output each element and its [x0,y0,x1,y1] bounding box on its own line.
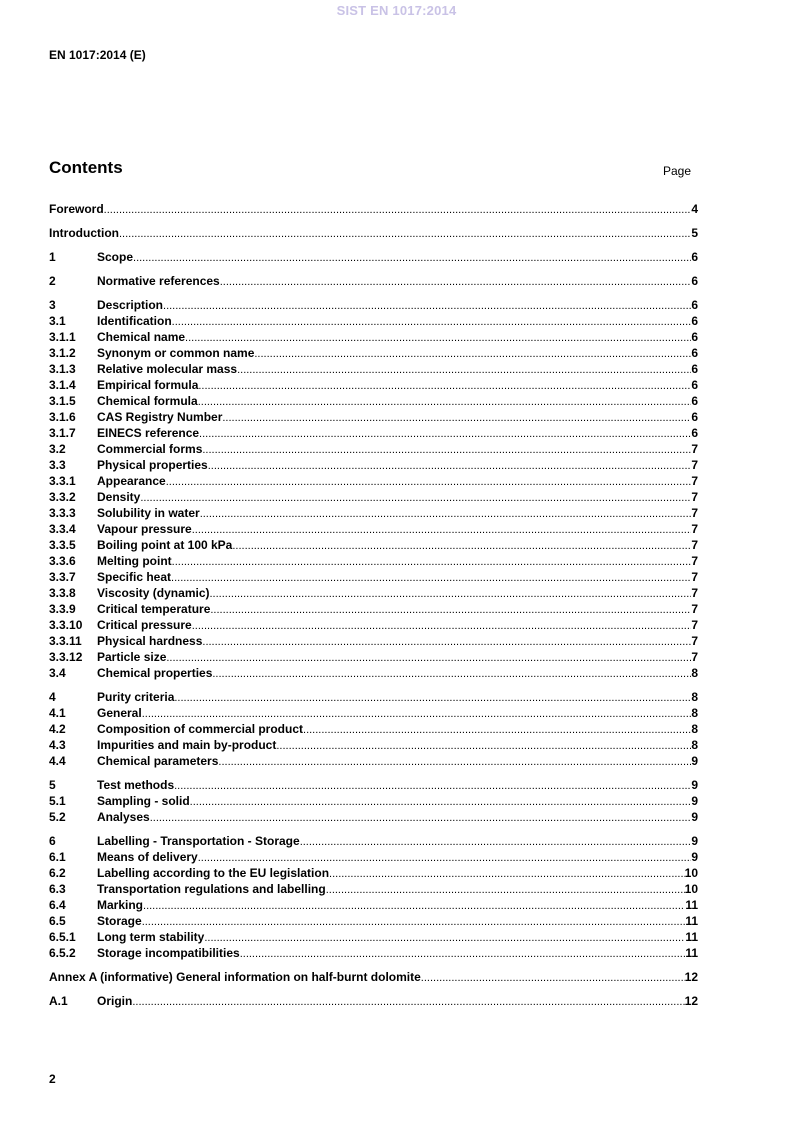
toc-entry[interactable] [49,274,698,290]
toc-entry-title: Description [97,298,164,312]
toc-entry-title: Commercial forms [97,442,203,456]
toc-entry[interactable] [49,946,698,962]
toc-entry[interactable] [49,930,698,946]
toc-entry[interactable] [49,554,698,570]
toc-dot-leader [133,252,691,264]
toc-entry-title: Storage [97,914,142,928]
toc-entry-number: 4.4 [49,754,66,768]
toc-dot-leader [199,428,691,440]
toc-entry-number: 3.3.11 [49,634,82,648]
toc-dot-leader [303,724,691,736]
toc-entry-page: 6 [691,274,698,288]
toc-dot-leader [104,204,692,216]
toc-entry-page: 7 [691,490,698,504]
toc-entry[interactable] [49,994,698,1010]
toc-entry-page: 12 [684,970,698,984]
toc-entry-page: 6 [691,394,698,408]
toc-dot-leader [140,492,691,504]
toc-entry-title: Scope [97,250,134,264]
watermark: SIST EN 1017:2014 [336,3,457,18]
toc-entry[interactable] [49,250,698,266]
toc-entry-number: 6.5 [49,914,66,928]
toc-dot-leader [172,556,692,568]
toc-entry-page: 9 [691,850,698,864]
toc-entry[interactable] [49,314,698,330]
toc-entry-page: 7 [691,570,698,584]
toc-entry-title: Chemical properties [97,666,213,680]
toc-entry-title: Solubility in water [97,506,200,520]
toc-entry[interactable] [49,690,698,706]
toc-entry-title: Chemical name [97,330,186,344]
toc-dot-leader [202,636,691,648]
toc-entry[interactable] [49,570,698,586]
toc-entry[interactable] [49,410,698,426]
toc-entry-number: 3.3.6 [49,554,76,568]
toc-entry-number: 3.3.3 [49,506,76,520]
toc-entry-page: 7 [691,650,698,664]
toc-entry-page: 7 [691,442,698,456]
toc-dot-leader [276,740,691,752]
toc-entry-number: 4.1 [49,706,66,720]
toc-entry[interactable] [49,538,698,554]
toc-entry-page: 7 [691,538,698,552]
toc-entry[interactable] [49,834,698,850]
toc-entry-number: 3.3.1 [49,474,76,488]
toc-entry[interactable] [49,666,698,682]
toc-entry-number: 3.2 [49,442,66,456]
toc-dot-leader [220,276,692,288]
toc-entry-title: Critical temperature [97,602,211,616]
toc-entry[interactable] [49,778,698,794]
toc-entry[interactable] [49,394,698,410]
toc-dot-leader [204,932,685,944]
toc-entry-page: 6 [691,314,698,328]
toc-entry-number: 6.5.2 [49,946,76,960]
toc-entry-number: 3.1.5 [49,394,76,408]
toc-dot-leader [210,588,692,600]
toc-entry-number: 3.1.7 [49,426,76,440]
toc-entry-page: 10 [684,866,698,880]
toc-dot-leader [212,668,691,680]
toc-entry-number: 3.3.12 [49,650,83,664]
toc-entry[interactable] [49,810,698,826]
toc-entry-title: Composition of commercial product [97,722,304,736]
toc-entry-page: 4 [691,202,698,216]
toc-entry[interactable] [49,522,698,538]
toc-entry-page: 7 [691,586,698,600]
toc-dot-leader [218,756,691,768]
toc-entry-page: 7 [691,634,698,648]
toc-entry-number: 5 [49,778,56,792]
toc-entry[interactable] [49,914,698,930]
toc-entry-page: 11 [685,930,698,944]
table-of-contents [49,202,698,1010]
toc-entry-page: 7 [691,522,698,536]
toc-entry[interactable] [49,706,698,722]
toc-entry-title: Test methods [97,778,175,792]
toc-dot-leader [132,996,684,1008]
toc-dot-leader [198,380,691,392]
toc-entry-number: 3.1.2 [49,346,76,360]
toc-entry-title: Labelling - Transportation - Storage [97,834,300,848]
toc-entry[interactable] [49,618,698,634]
toc-entry-number: 5.1 [49,794,66,808]
toc-entry-title: Long term stability [97,930,205,944]
toc-entry-number: 6.3 [49,882,66,896]
toc-entry-title: Particle size [97,650,167,664]
toc-entry-page: 6 [691,346,698,360]
toc-entry-number: 5.2 [49,810,66,824]
toc-entry-title: Chemical parameters [97,754,219,768]
toc-dot-leader [232,540,691,552]
toc-entry[interactable] [49,866,698,882]
toc-dot-leader [254,348,691,360]
toc-entry-page: 5 [691,226,698,240]
toc-entry-title: Origin [97,994,133,1008]
toc-entry-title: Storage incompatibilities [97,946,240,960]
toc-entry-title: Marking [97,898,144,912]
toc-dot-leader [192,524,692,536]
toc-entry-title: Purity criteria [97,690,175,704]
toc-entry-number: 6 [49,834,56,848]
toc-entry[interactable] [49,586,698,602]
toc-entry-page: 7 [691,458,698,472]
toc-entry-number: 3.3.7 [49,570,76,584]
toc-entry-page: 6 [691,330,698,344]
toc-dot-leader [198,852,692,864]
toc-dot-leader [163,300,691,312]
toc-entry-page: 6 [691,362,698,376]
toc-dot-leader [166,476,692,488]
toc-dot-leader [172,316,692,328]
toc-entry-number: 3.1.6 [49,410,76,424]
toc-entry-title: Relative molecular mass [97,362,238,376]
toc-entry-page: 12 [684,994,698,1008]
toc-entry-title: Normative references [97,274,220,288]
toc-dot-leader [210,604,691,616]
toc-entry[interactable] [49,634,698,650]
toc-entry-number: 1 [49,250,56,264]
toc-entry-title: Boiling point at 100 kPa [97,538,233,552]
toc-dot-leader [222,412,691,424]
toc-dot-leader [174,692,691,704]
toc-entry-title: Empirical formula [97,378,199,392]
toc-entry[interactable] [49,362,698,378]
toc-entry[interactable] [49,506,698,522]
toc-dot-leader [142,708,692,720]
toc-dot-leader [300,836,692,848]
toc-entry[interactable] [49,650,698,666]
toc-entry-page: 10 [684,882,698,896]
toc-entry-page: 6 [691,426,698,440]
toc-entry-number: 6.1 [49,850,66,864]
toc-entry-page: 7 [691,474,698,488]
toc-entry[interactable] [49,202,698,218]
toc-entry-title: Means of delivery [97,850,198,864]
toc-dot-leader [171,572,691,584]
toc-entry-number: 6.5.1 [49,930,76,944]
toc-entry-title: EINECS reference [97,426,200,440]
toc-entry-number: 3.3 [49,458,66,472]
toc-entry-number: 3.1.1 [49,330,76,344]
toc-entry-title: Synonym or common name [97,346,255,360]
toc-entry-page: 9 [691,810,698,824]
toc-entry[interactable] [49,850,698,866]
toc-entry-page: 6 [691,298,698,312]
toc-entry-page: 9 [691,754,698,768]
toc-entry[interactable] [49,970,698,986]
toc-entry-title: Annex A (informative) General information on half-burnt dolomite [49,970,421,984]
toc-dot-leader [237,364,691,376]
page-number: 2 [49,1072,56,1086]
toc-entry-number: 3.1.4 [49,378,76,392]
toc-entry-title: General [97,706,142,720]
toc-entry-page: 7 [691,618,698,632]
toc-dot-leader [119,228,691,240]
toc-entry-title: Vapour pressure [97,522,192,536]
toc-entry-number: 3.4 [49,666,66,680]
toc-entry[interactable] [49,426,698,442]
toc-dot-leader [143,900,685,912]
toc-entry[interactable] [49,458,698,474]
toc-entry-title: Sampling - solid [97,794,190,808]
toc-entry[interactable] [49,474,698,490]
toc-dot-leader [190,796,692,808]
toc-entry-number: 6.2 [49,866,66,880]
toc-entry-number: 3.3.5 [49,538,76,552]
toc-entry-number: 3.3.4 [49,522,76,536]
toc-entry[interactable] [49,442,698,458]
toc-dot-leader [202,444,691,456]
toc-dot-leader [421,972,685,984]
toc-entry-number: 4 [49,690,56,704]
toc-dot-leader [198,396,692,408]
toc-entry-number: 3 [49,298,56,312]
toc-dot-leader [326,884,685,896]
toc-entry-page: 7 [691,602,698,616]
toc-entry[interactable] [49,490,698,506]
page-column-label: Page [663,164,692,178]
toc-entry-title: Density [97,490,141,504]
toc-entry[interactable] [49,722,698,738]
toc-entry-title: Impurities and main by-product [97,738,277,752]
toc-entry-title: Appearance [97,474,166,488]
toc-entry-page: 11 [685,914,698,928]
toc-entry-page: 8 [691,690,698,704]
toc-entry[interactable] [49,330,698,346]
toc-dot-leader [329,868,685,880]
toc-dot-leader [208,460,692,472]
toc-entry-title: Introduction [49,226,119,240]
toc-dot-leader [240,948,686,960]
toc-entry-title: Melting point [97,554,172,568]
toc-entry-number: 4.3 [49,738,66,752]
toc-entry-page: 9 [691,794,698,808]
toc-entry-title: Analyses [97,810,150,824]
toc-entry[interactable] [49,226,698,242]
toc-entry-number: 3.1 [49,314,66,328]
toc-dot-leader [185,332,691,344]
toc-entry-number: 4.2 [49,722,66,736]
toc-entry-page: 8 [691,722,698,736]
toc-entry[interactable] [49,738,698,754]
toc-entry-title: Specific heat [97,570,172,584]
toc-entry[interactable] [49,346,698,362]
toc-entry-title: Identification [97,314,172,328]
toc-entry-page: 8 [691,738,698,752]
toc-entry-page: 8 [691,666,698,680]
toc-entry-title: Labelling according to the EU legislation [97,866,330,880]
toc-entry-page: 9 [691,778,698,792]
toc-dot-leader [166,652,691,664]
toc-entry-page: 9 [691,834,698,848]
toc-entry-number: 3.3.2 [49,490,76,504]
toc-entry[interactable] [49,898,698,914]
toc-entry-number: 6.4 [49,898,66,912]
document-id: EN 1017:2014 (E) [49,48,146,62]
toc-entry[interactable] [49,602,698,618]
toc-entry-title: Chemical formula [97,394,198,408]
toc-entry-title: Transportation regulations and labelling [97,882,326,896]
toc-entry[interactable] [49,882,698,898]
toc-entry[interactable] [49,754,698,770]
toc-dot-leader [150,812,692,824]
toc-dot-leader [192,620,692,632]
toc-entry-title: Physical properties [97,458,208,472]
toc-entry-number: A.1 [49,994,68,1008]
toc-entry[interactable] [49,298,698,314]
toc-entry[interactable] [49,378,698,394]
toc-entry-title: Foreword [49,202,104,216]
toc-entry-number: 3.1.3 [49,362,76,376]
toc-entry-title: Viscosity (dynamic) [97,586,210,600]
toc-entry-title: Critical pressure [97,618,192,632]
toc-dot-leader [142,916,686,928]
toc-entry-number: 3.3.9 [49,602,76,616]
toc-dot-leader [200,508,692,520]
toc-entry-number: 2 [49,274,56,288]
toc-entry-page: 6 [691,250,698,264]
toc-entry-page: 11 [685,946,698,960]
toc-entry-page: 6 [691,410,698,424]
toc-entry-page: 7 [691,506,698,520]
toc-dot-leader [174,780,691,792]
contents-heading: Contents [49,158,123,177]
toc-entry-page: 8 [691,706,698,720]
toc-entry-title: Physical hardness [97,634,203,648]
toc-entry-number: 3.3.8 [49,586,76,600]
toc-entry-page: 11 [685,898,698,912]
toc-entry-title: CAS Registry Number [97,410,223,424]
toc-entry-page: 6 [691,378,698,392]
toc-entry-number: 3.3.10 [49,618,83,632]
toc-entry-page: 7 [691,554,698,568]
toc-entry[interactable] [49,794,698,810]
